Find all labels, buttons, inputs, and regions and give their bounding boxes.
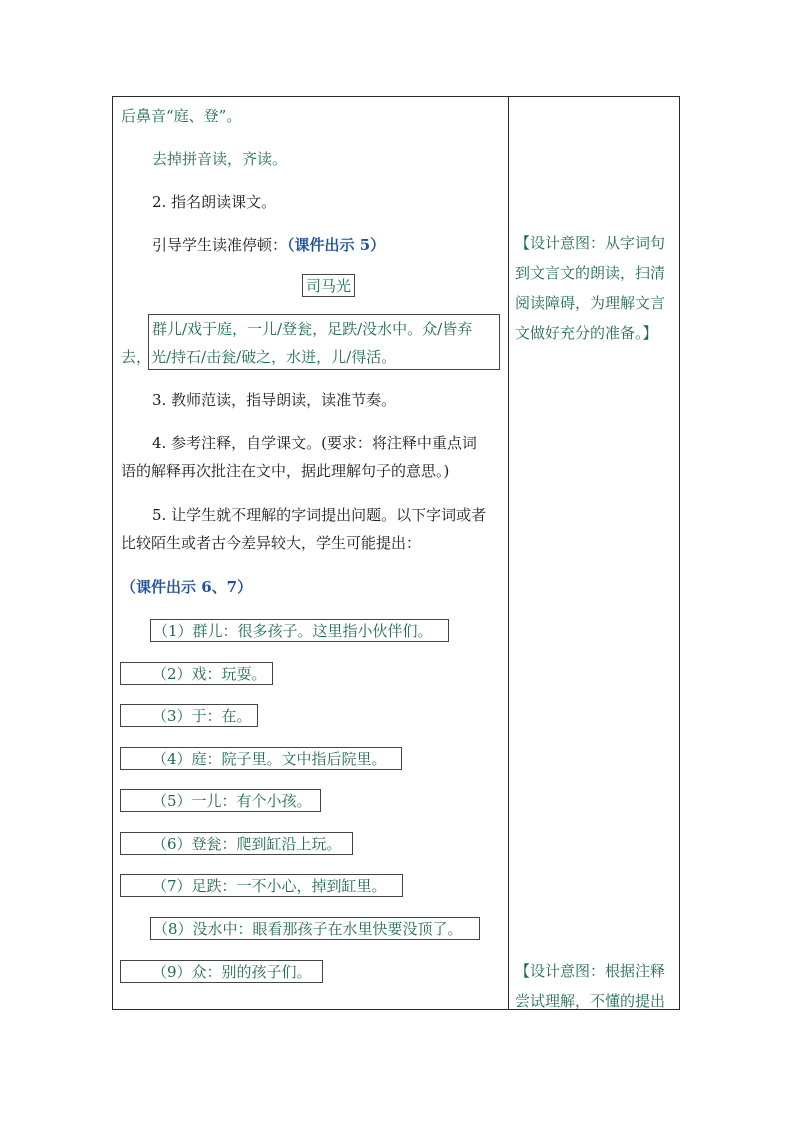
line-nasal-sounds: 后鼻音“庭、登”。 xyxy=(121,107,242,125)
column-divider xyxy=(508,97,509,1009)
line-step-5-a: 5. 让学生就不理解的字词提出问题。以下字词或者 xyxy=(152,506,487,524)
note1-line-4: 文做好充分的准备。】 xyxy=(515,324,658,342)
line-step-5-b: 比较陌生或者古今差异较大，学生可能提出： xyxy=(121,534,422,552)
gloss-item-1: （1）群儿：很多孩子。这里指小伙伴们。 xyxy=(153,622,433,640)
design-intent-note-1 xyxy=(515,228,675,348)
line-step-4-b: 语的解释再次批注在文中，据此理解句子的意思。) xyxy=(121,462,450,480)
passage-line-1: 群儿/戏于庭，一儿/登瓮，足跌/没水中。众/皆弃 xyxy=(152,320,473,338)
gloss-item-4: （4）庭：院子里。文中指后院里。 xyxy=(152,750,387,768)
note2-line-1: 【设计意图：根据注释 xyxy=(515,962,666,980)
line-step-2: 2. 指名朗读课文。 xyxy=(152,193,277,211)
design-intent-note-2 xyxy=(515,956,675,1016)
note1-line-1: 【设计意图：从字词句 xyxy=(515,234,666,252)
guide-pause-text: 引导学生读准停顿： xyxy=(152,236,288,254)
line-guide-pause xyxy=(152,236,385,254)
line-step-4-a: 4. 参考注释，自学课文。(要求：将注释中重点词 xyxy=(152,434,477,452)
gloss-item-6: （6）登瓮：爬到缸沿上玩。 xyxy=(152,835,342,853)
passage-line-2: 去，光/持石/击瓮/破之，水迸，儿/得活。 xyxy=(121,348,397,366)
lesson-table xyxy=(112,96,680,1010)
note1-line-2: 到文言文的朗读，扫清 xyxy=(515,264,666,282)
gloss-item-8: （8）没水中：眼看那孩子在水里快要没顶了。 xyxy=(153,920,463,938)
line-read-together: 去掉拼音读，齐读。 xyxy=(152,150,288,168)
gloss-item-9: （9）众：别的孩子们。 xyxy=(152,963,312,981)
line-step-3: 3. 教师范读，指导朗读，读准节奏。 xyxy=(152,391,397,409)
gloss-item-2: （2）戏：玩耍。 xyxy=(152,665,267,683)
note1-line-3: 阅读障碍，为理解文言 xyxy=(515,294,666,312)
courseware-5-label: （课件出示 5） xyxy=(287,236,386,254)
gloss-item-7: （7）足跌：一不小心，掉到缸里。 xyxy=(152,877,387,895)
courseware-6-7-label: （课件出示 6、7） xyxy=(121,578,253,596)
gloss-item-5: （5）一儿：有个小孩。 xyxy=(152,792,312,810)
text-title: 司马光 xyxy=(306,277,352,295)
note2-line-2: 尝试理解，不懂的提出 xyxy=(515,992,666,1010)
gloss-item-3: （3）于：在。 xyxy=(152,707,252,725)
